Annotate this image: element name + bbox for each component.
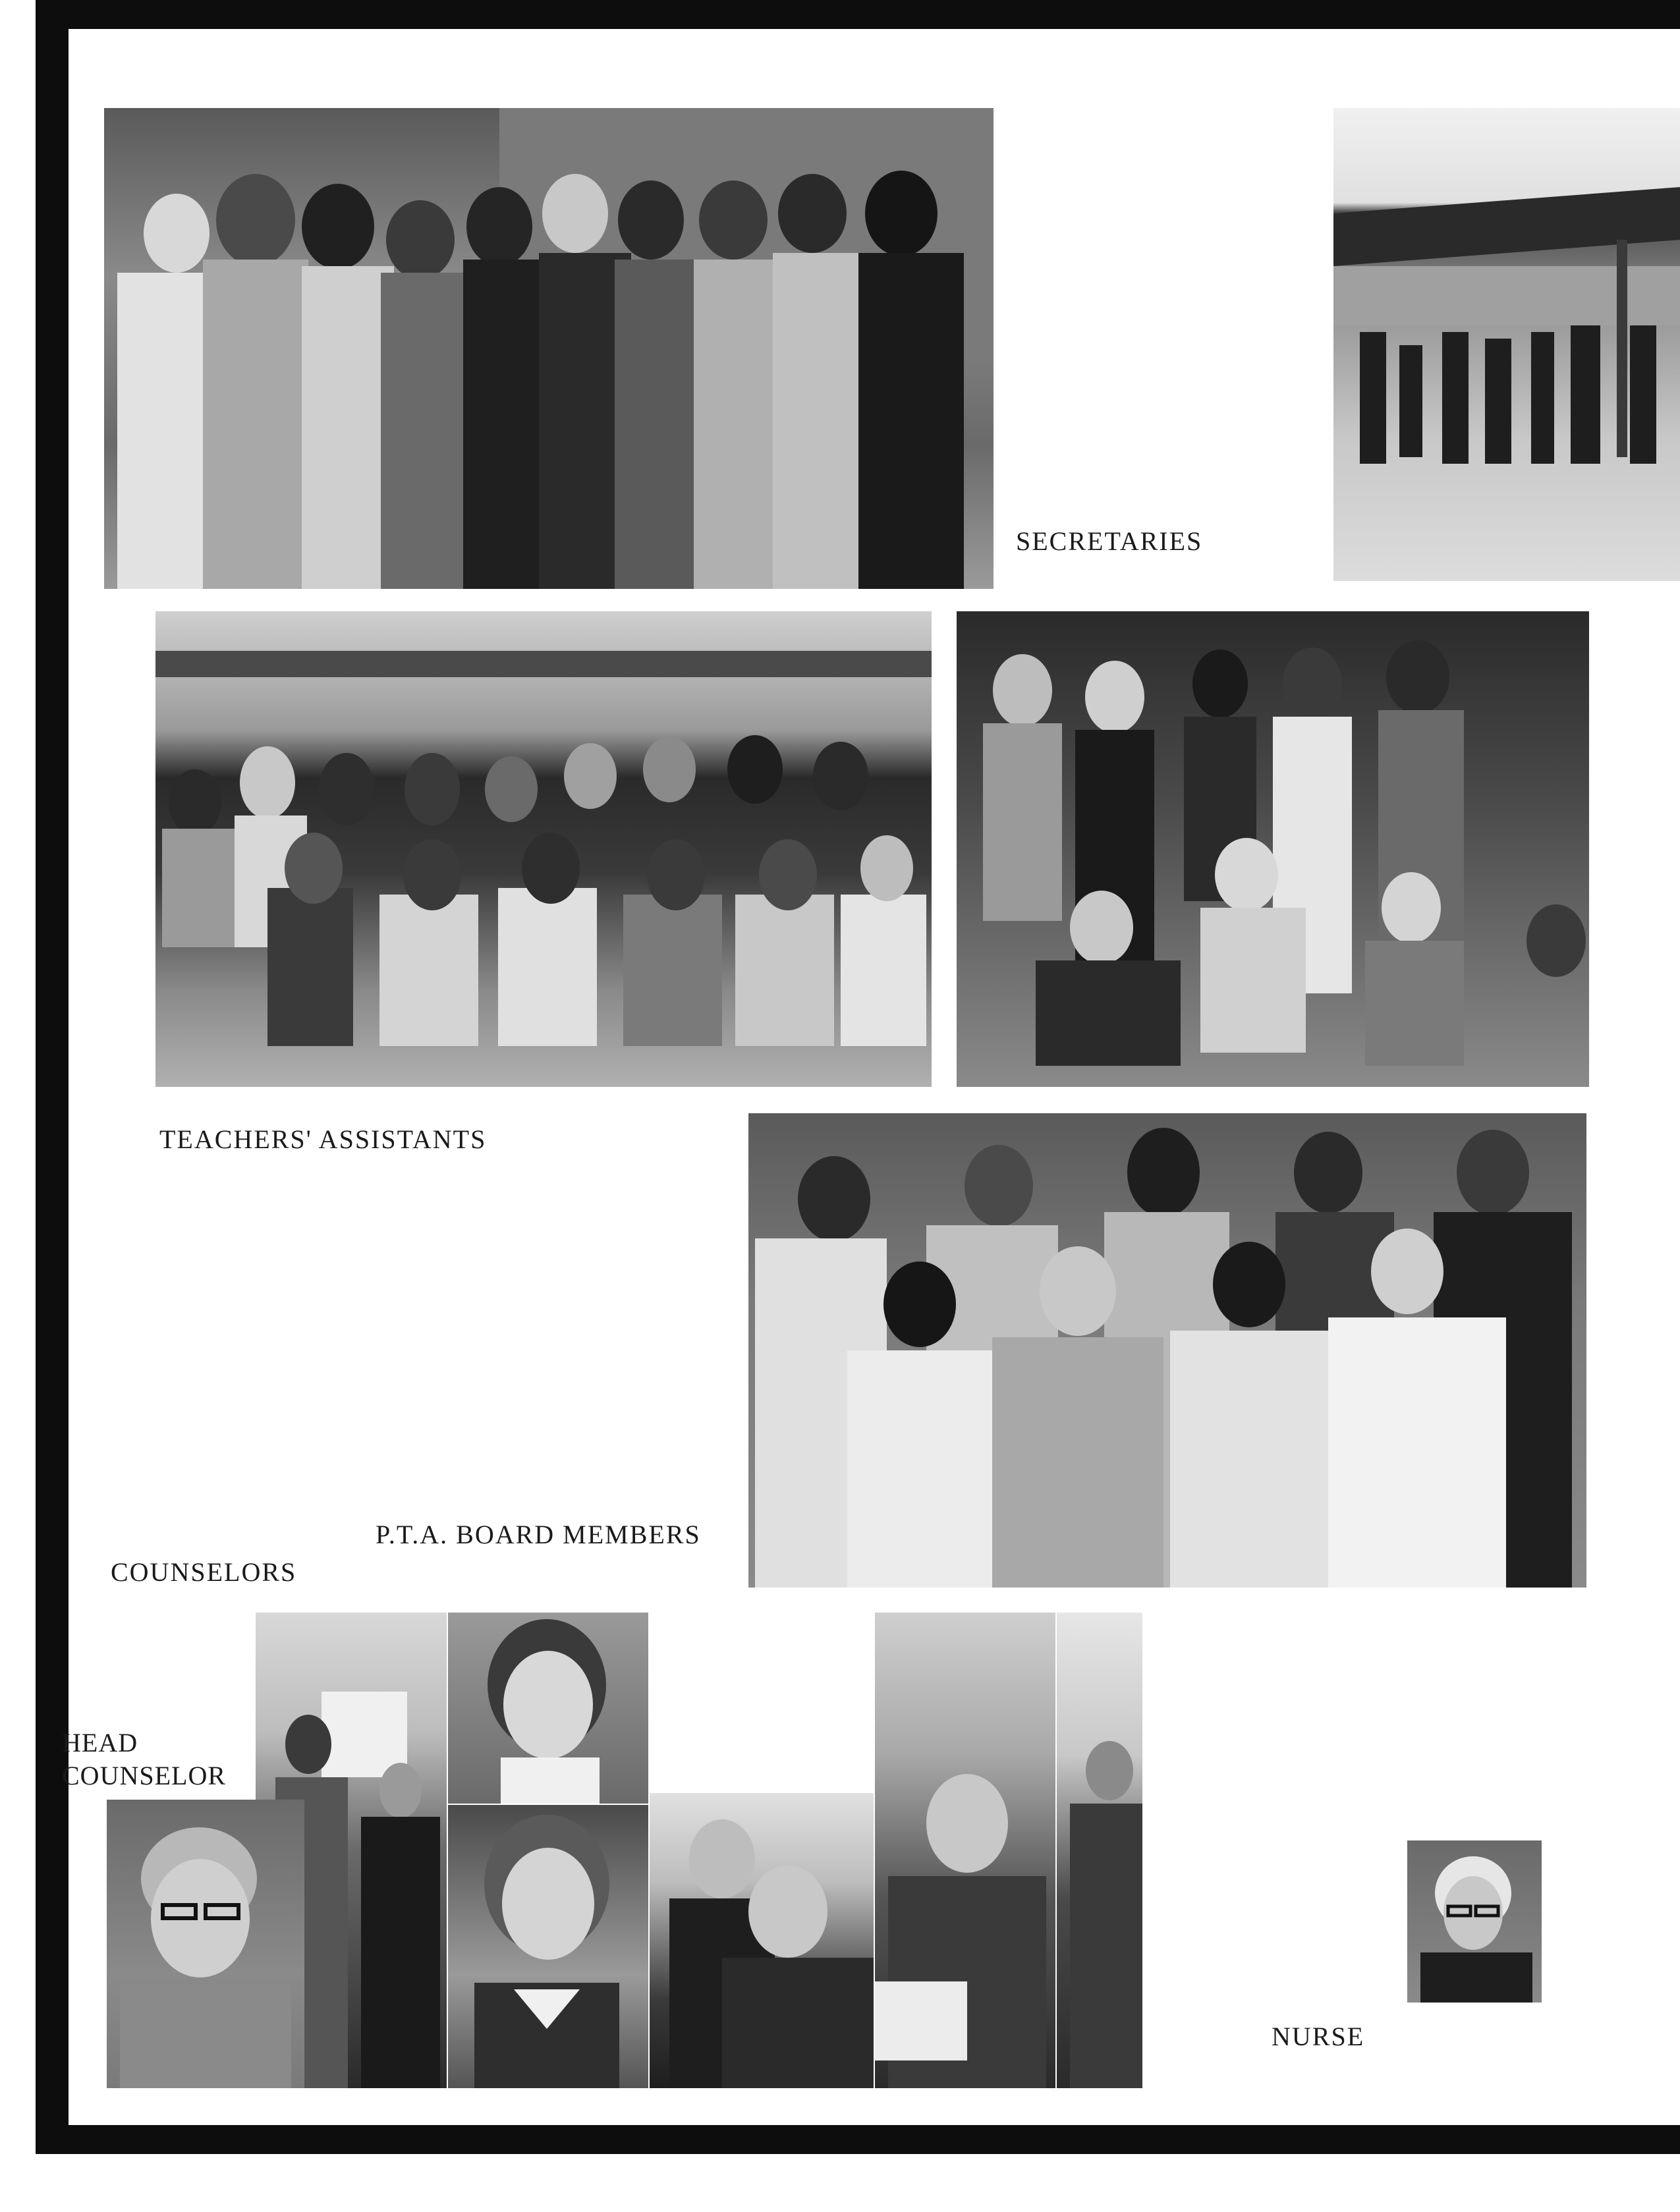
counselor-photo-4 bbox=[650, 1793, 874, 2088]
nurse-photo bbox=[1407, 1840, 1542, 2003]
teachers-assistants-photo-right bbox=[957, 611, 1589, 1087]
teachers-assistants-photo-left bbox=[155, 611, 932, 1087]
counselor-photo-6 bbox=[1057, 1613, 1142, 2088]
pta-board-members-photo bbox=[748, 1113, 1586, 1588]
counselor-photo-3 bbox=[448, 1805, 648, 2088]
secretaries-caption: SECRETARIES bbox=[1016, 526, 1203, 556]
pta-board-members-caption: P.T.A. BOARD MEMBERS bbox=[376, 1520, 701, 1549]
head-counselor-caption-line2: COUNSELOR bbox=[62, 1761, 227, 1790]
counselor-photo-5 bbox=[875, 1613, 1055, 2088]
teachers-assistants-caption: TEACHERS' ASSISTANTS bbox=[159, 1124, 487, 1154]
counselor-photo-2 bbox=[448, 1613, 648, 1804]
head-counselor-photo bbox=[107, 1800, 304, 2088]
page-border-left bbox=[36, 0, 69, 2154]
page-border-bottom bbox=[36, 2125, 1680, 2154]
page-border-top bbox=[36, 0, 1680, 29]
counselors-caption: COUNSELORS bbox=[111, 1557, 297, 1587]
nurse-caption: NURSE bbox=[1272, 2022, 1365, 2051]
campus-walkway-photo bbox=[1333, 108, 1680, 581]
secretaries-photo bbox=[104, 108, 994, 589]
head-counselor-caption-line1: HEAD bbox=[62, 1728, 138, 1757]
